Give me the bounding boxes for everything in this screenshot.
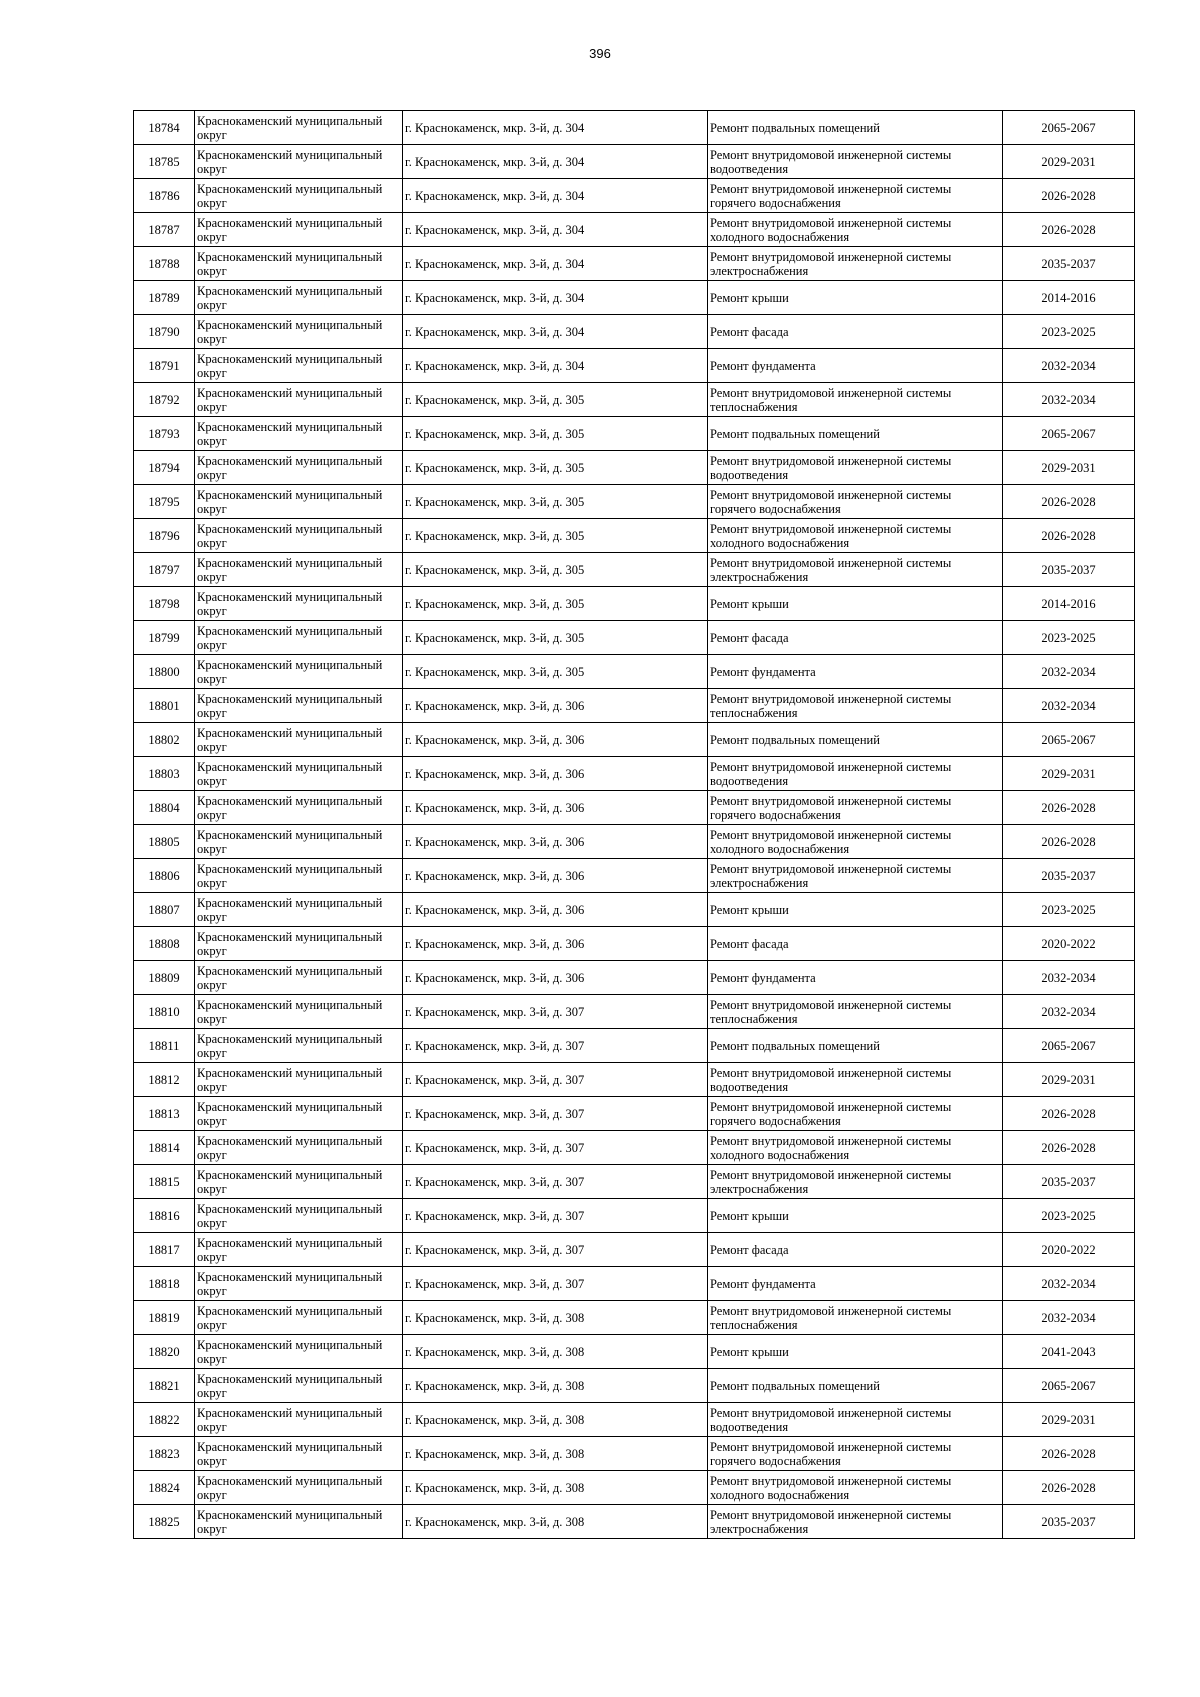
municipality-cell: Краснокаменский муниципальный округ <box>195 927 403 961</box>
period-cell: 2029-2031 <box>1003 451 1135 485</box>
period-cell: 2020-2022 <box>1003 1233 1135 1267</box>
address-cell: г. Краснокаменск, мкр. 3-й, д. 308 <box>403 1403 708 1437</box>
work-type-cell: Ремонт внутридомовой инженерной системы теплоснабжения <box>708 383 1003 417</box>
table-row <box>134 1267 1135 1301</box>
work-type-cell: Ремонт внутридомовой инженерной системы холодного водоснабжения <box>708 825 1003 859</box>
period-cell: 2029-2031 <box>1003 1063 1135 1097</box>
address-cell: г. Краснокаменск, мкр. 3-й, д. 305 <box>403 655 708 689</box>
row-number: 18799 <box>134 621 195 655</box>
period-cell: 2065-2067 <box>1003 723 1135 757</box>
municipality-cell: Краснокаменский муниципальный округ <box>195 757 403 791</box>
table-row <box>134 247 1135 281</box>
table-row <box>134 893 1135 927</box>
municipality-cell: Краснокаменский муниципальный округ <box>195 145 403 179</box>
work-type-cell: Ремонт подвальных помещений <box>708 1029 1003 1063</box>
address-cell: г. Краснокаменск, мкр. 3-й, д. 308 <box>403 1437 708 1471</box>
work-type-cell: Ремонт внутридомовой инженерной системы водоотведения <box>708 1403 1003 1437</box>
table-row <box>134 1097 1135 1131</box>
work-type-cell: Ремонт внутридомовой инженерной системы водоотведения <box>708 451 1003 485</box>
municipality-cell: Краснокаменский муниципальный округ <box>195 1403 403 1437</box>
work-type-cell: Ремонт фасада <box>708 621 1003 655</box>
row-number: 18810 <box>134 995 195 1029</box>
municipality-cell: Краснокаменский муниципальный округ <box>195 995 403 1029</box>
row-number: 18785 <box>134 145 195 179</box>
period-cell: 2023-2025 <box>1003 893 1135 927</box>
table-row <box>134 689 1135 723</box>
row-number: 18786 <box>134 179 195 213</box>
address-cell: г. Краснокаменск, мкр. 3-й, д. 305 <box>403 383 708 417</box>
work-type-cell: Ремонт фасада <box>708 1233 1003 1267</box>
address-cell: г. Краснокаменск, мкр. 3-й, д. 304 <box>403 179 708 213</box>
period-cell: 2032-2034 <box>1003 995 1135 1029</box>
table-row <box>134 825 1135 859</box>
work-type-cell: Ремонт подвальных помещений <box>708 1369 1003 1403</box>
period-cell: 2032-2034 <box>1003 1301 1135 1335</box>
address-cell: г. Краснокаменск, мкр. 3-й, д. 304 <box>403 145 708 179</box>
municipality-cell: Краснокаменский муниципальный округ <box>195 1029 403 1063</box>
table-row <box>134 1063 1135 1097</box>
municipality-cell: Краснокаменский муниципальный округ <box>195 179 403 213</box>
period-cell: 2035-2037 <box>1003 1505 1135 1539</box>
table-row <box>134 111 1135 145</box>
work-type-cell: Ремонт внутридомовой инженерной системы горячего водоснабжения <box>708 791 1003 825</box>
table-row <box>134 723 1135 757</box>
address-cell: г. Краснокаменск, мкр. 3-й, д. 305 <box>403 519 708 553</box>
table-row <box>134 587 1135 621</box>
municipality-cell: Краснокаменский муниципальный округ <box>195 349 403 383</box>
work-type-cell: Ремонт внутридомовой инженерной системы горячего водоснабжения <box>708 1097 1003 1131</box>
row-number: 18807 <box>134 893 195 927</box>
work-type-cell: Ремонт внутридомовой инженерной системы электроснабжения <box>708 247 1003 281</box>
municipality-cell: Краснокаменский муниципальный округ <box>195 315 403 349</box>
row-number: 18821 <box>134 1369 195 1403</box>
table-row <box>134 315 1135 349</box>
municipality-cell: Краснокаменский муниципальный округ <box>195 791 403 825</box>
municipality-cell: Краснокаменский муниципальный округ <box>195 383 403 417</box>
address-cell: г. Краснокаменск, мкр. 3-й, д. 307 <box>403 1029 708 1063</box>
row-number: 18804 <box>134 791 195 825</box>
municipality-cell: Краснокаменский муниципальный округ <box>195 213 403 247</box>
row-number: 18823 <box>134 1437 195 1471</box>
period-cell: 2065-2067 <box>1003 1029 1135 1063</box>
municipality-cell: Краснокаменский муниципальный округ <box>195 247 403 281</box>
table-row <box>134 485 1135 519</box>
table-row <box>134 383 1135 417</box>
work-type-cell: Ремонт внутридомовой инженерной системы холодного водоснабжения <box>708 519 1003 553</box>
address-cell: г. Краснокаменск, мкр. 3-й, д. 306 <box>403 927 708 961</box>
address-cell: г. Краснокаменск, мкр. 3-й, д. 305 <box>403 451 708 485</box>
municipality-cell: Краснокаменский муниципальный округ <box>195 485 403 519</box>
period-cell: 2035-2037 <box>1003 247 1135 281</box>
work-type-cell: Ремонт крыши <box>708 1335 1003 1369</box>
table-row <box>134 145 1135 179</box>
address-cell: г. Краснокаменск, мкр. 3-й, д. 305 <box>403 553 708 587</box>
municipality-cell: Краснокаменский муниципальный округ <box>195 859 403 893</box>
table-row <box>134 1403 1135 1437</box>
address-cell: г. Краснокаменск, мкр. 3-й, д. 306 <box>403 791 708 825</box>
register-body <box>134 111 1135 1539</box>
address-cell: г. Краснокаменск, мкр. 3-й, д. 307 <box>403 995 708 1029</box>
period-cell: 2026-2028 <box>1003 1471 1135 1505</box>
address-cell: г. Краснокаменск, мкр. 3-й, д. 308 <box>403 1301 708 1335</box>
municipality-cell: Краснокаменский муниципальный округ <box>195 1267 403 1301</box>
row-number: 18816 <box>134 1199 195 1233</box>
work-type-cell: Ремонт внутридомовой инженерной системы горячего водоснабжения <box>708 485 1003 519</box>
table-row <box>134 927 1135 961</box>
row-number: 18791 <box>134 349 195 383</box>
municipality-cell: Краснокаменский муниципальный округ <box>195 1369 403 1403</box>
register-table <box>133 110 1135 1539</box>
address-cell: г. Краснокаменск, мкр. 3-й, д. 304 <box>403 349 708 383</box>
row-number: 18808 <box>134 927 195 961</box>
address-cell: г. Краснокаменск, мкр. 3-й, д. 308 <box>403 1369 708 1403</box>
row-number: 18818 <box>134 1267 195 1301</box>
row-number: 18805 <box>134 825 195 859</box>
row-number: 18802 <box>134 723 195 757</box>
table-row <box>134 757 1135 791</box>
table-row <box>134 179 1135 213</box>
row-number: 18822 <box>134 1403 195 1437</box>
period-cell: 2065-2067 <box>1003 417 1135 451</box>
row-number: 18812 <box>134 1063 195 1097</box>
municipality-cell: Краснокаменский муниципальный округ <box>195 621 403 655</box>
period-cell: 2026-2028 <box>1003 1097 1135 1131</box>
work-type-cell: Ремонт фундамента <box>708 961 1003 995</box>
period-cell: 2026-2028 <box>1003 825 1135 859</box>
table-row <box>134 655 1135 689</box>
municipality-cell: Краснокаменский муниципальный округ <box>195 1063 403 1097</box>
table-row <box>134 1471 1135 1505</box>
row-number: 18824 <box>134 1471 195 1505</box>
address-cell: г. Краснокаменск, мкр. 3-й, д. 308 <box>403 1505 708 1539</box>
row-number: 18793 <box>134 417 195 451</box>
period-cell: 2026-2028 <box>1003 1131 1135 1165</box>
period-cell: 2032-2034 <box>1003 1267 1135 1301</box>
municipality-cell: Краснокаменский муниципальный округ <box>195 1097 403 1131</box>
period-cell: 2026-2028 <box>1003 179 1135 213</box>
table-row <box>134 417 1135 451</box>
period-cell: 2026-2028 <box>1003 1437 1135 1471</box>
work-type-cell: Ремонт внутридомовой инженерной системы электроснабжения <box>708 859 1003 893</box>
row-number: 18787 <box>134 213 195 247</box>
table-row <box>134 451 1135 485</box>
work-type-cell: Ремонт подвальных помещений <box>708 111 1003 145</box>
period-cell: 2026-2028 <box>1003 519 1135 553</box>
period-cell: 2032-2034 <box>1003 349 1135 383</box>
work-type-cell: Ремонт подвальных помещений <box>708 417 1003 451</box>
table-row <box>134 1233 1135 1267</box>
address-cell: г. Краснокаменск, мкр. 3-й, д. 306 <box>403 757 708 791</box>
municipality-cell: Краснокаменский муниципальный округ <box>195 519 403 553</box>
row-number: 18788 <box>134 247 195 281</box>
address-cell: г. Краснокаменск, мкр. 3-й, д. 307 <box>403 1063 708 1097</box>
address-cell: г. Краснокаменск, мкр. 3-й, д. 305 <box>403 417 708 451</box>
municipality-cell: Краснокаменский муниципальный округ <box>195 689 403 723</box>
municipality-cell: Краснокаменский муниципальный округ <box>195 1437 403 1471</box>
address-cell: г. Краснокаменск, мкр. 3-й, д. 306 <box>403 689 708 723</box>
address-cell: г. Краснокаменск, мкр. 3-й, д. 304 <box>403 281 708 315</box>
row-number: 18814 <box>134 1131 195 1165</box>
table-row <box>134 1335 1135 1369</box>
municipality-cell: Краснокаменский муниципальный округ <box>195 1335 403 1369</box>
work-type-cell: Ремонт внутридомовой инженерной системы водоотведения <box>708 145 1003 179</box>
work-type-cell: Ремонт крыши <box>708 893 1003 927</box>
address-cell: г. Краснокаменск, мкр. 3-й, д. 305 <box>403 621 708 655</box>
work-type-cell: Ремонт фундамента <box>708 1267 1003 1301</box>
address-cell: г. Краснокаменск, мкр. 3-й, д. 304 <box>403 213 708 247</box>
row-number: 18819 <box>134 1301 195 1335</box>
address-cell: г. Краснокаменск, мкр. 3-й, д. 307 <box>403 1131 708 1165</box>
table-row <box>134 859 1135 893</box>
address-cell: г. Краснокаменск, мкр. 3-й, д. 304 <box>403 315 708 349</box>
table-row <box>134 349 1135 383</box>
table-row <box>134 1301 1135 1335</box>
period-cell: 2035-2037 <box>1003 553 1135 587</box>
period-cell: 2014-2016 <box>1003 587 1135 621</box>
row-number: 18817 <box>134 1233 195 1267</box>
address-cell: г. Краснокаменск, мкр. 3-й, д. 308 <box>403 1335 708 1369</box>
municipality-cell: Краснокаменский муниципальный округ <box>195 723 403 757</box>
work-type-cell: Ремонт фундамента <box>708 655 1003 689</box>
row-number: 18800 <box>134 655 195 689</box>
municipality-cell: Краснокаменский муниципальный округ <box>195 587 403 621</box>
period-cell: 2032-2034 <box>1003 655 1135 689</box>
address-cell: г. Краснокаменск, мкр. 3-й, д. 307 <box>403 1097 708 1131</box>
work-type-cell: Ремонт внутридомовой инженерной системы электроснабжения <box>708 1165 1003 1199</box>
municipality-cell: Краснокаменский муниципальный округ <box>195 825 403 859</box>
address-cell: г. Краснокаменск, мкр. 3-й, д. 305 <box>403 485 708 519</box>
address-cell: г. Краснокаменск, мкр. 3-й, д. 306 <box>403 825 708 859</box>
work-type-cell: Ремонт крыши <box>708 1199 1003 1233</box>
municipality-cell: Краснокаменский муниципальный округ <box>195 1165 403 1199</box>
period-cell: 2023-2025 <box>1003 1199 1135 1233</box>
table-row <box>134 1437 1135 1471</box>
municipality-cell: Краснокаменский муниципальный округ <box>195 1199 403 1233</box>
work-type-cell: Ремонт внутридомовой инженерной системы теплоснабжения <box>708 995 1003 1029</box>
work-type-cell: Ремонт внутридомовой инженерной системы теплоснабжения <box>708 689 1003 723</box>
period-cell: 2029-2031 <box>1003 1403 1135 1437</box>
work-type-cell: Ремонт внутридомовой инженерной системы холодного водоснабжения <box>708 213 1003 247</box>
work-type-cell: Ремонт фундамента <box>708 349 1003 383</box>
row-number: 18806 <box>134 859 195 893</box>
row-number: 18825 <box>134 1505 195 1539</box>
work-type-cell: Ремонт крыши <box>708 587 1003 621</box>
work-type-cell: Ремонт внутридомовой инженерной системы холодного водоснабжения <box>708 1471 1003 1505</box>
row-number: 18794 <box>134 451 195 485</box>
period-cell: 2035-2037 <box>1003 859 1135 893</box>
row-number: 18809 <box>134 961 195 995</box>
period-cell: 2023-2025 <box>1003 621 1135 655</box>
municipality-cell: Краснокаменский муниципальный округ <box>195 1233 403 1267</box>
row-number: 18803 <box>134 757 195 791</box>
table-row <box>134 1131 1135 1165</box>
work-type-cell: Ремонт фасада <box>708 315 1003 349</box>
row-number: 18815 <box>134 1165 195 1199</box>
period-cell: 2026-2028 <box>1003 791 1135 825</box>
row-number: 18801 <box>134 689 195 723</box>
municipality-cell: Краснокаменский муниципальный округ <box>195 1505 403 1539</box>
municipality-cell: Краснокаменский муниципальный округ <box>195 893 403 927</box>
period-cell: 2032-2034 <box>1003 689 1135 723</box>
period-cell: 2029-2031 <box>1003 757 1135 791</box>
period-cell: 2026-2028 <box>1003 213 1135 247</box>
period-cell: 2065-2067 <box>1003 111 1135 145</box>
table-row <box>134 1165 1135 1199</box>
row-number: 18798 <box>134 587 195 621</box>
row-number: 18811 <box>134 1029 195 1063</box>
work-type-cell: Ремонт внутридомовой инженерной системы холодного водоснабжения <box>708 1131 1003 1165</box>
row-number: 18789 <box>134 281 195 315</box>
address-cell: г. Краснокаменск, мкр. 3-й, д. 307 <box>403 1199 708 1233</box>
row-number: 18797 <box>134 553 195 587</box>
table-row <box>134 1505 1135 1539</box>
work-type-cell: Ремонт крыши <box>708 281 1003 315</box>
period-cell: 2026-2028 <box>1003 485 1135 519</box>
work-type-cell: Ремонт внутридомовой инженерной системы электроснабжения <box>708 553 1003 587</box>
table-row <box>134 1029 1135 1063</box>
municipality-cell: Краснокаменский муниципальный округ <box>195 451 403 485</box>
address-cell: г. Краснокаменск, мкр. 3-й, д. 306 <box>403 961 708 995</box>
row-number: 18813 <box>134 1097 195 1131</box>
municipality-cell: Краснокаменский муниципальный округ <box>195 553 403 587</box>
row-number: 18784 <box>134 111 195 145</box>
work-type-cell: Ремонт внутридомовой инженерной системы горячего водоснабжения <box>708 1437 1003 1471</box>
page-number: 396 <box>589 46 611 61</box>
table-row <box>134 791 1135 825</box>
table-row <box>134 1199 1135 1233</box>
work-type-cell: Ремонт внутридомовой инженерной системы водоотведения <box>708 1063 1003 1097</box>
period-cell: 2032-2034 <box>1003 383 1135 417</box>
row-number: 18790 <box>134 315 195 349</box>
row-number: 18792 <box>134 383 195 417</box>
row-number: 18820 <box>134 1335 195 1369</box>
work-type-cell: Ремонт подвальных помещений <box>708 723 1003 757</box>
work-type-cell: Ремонт фасада <box>708 927 1003 961</box>
table-row <box>134 621 1135 655</box>
table-row <box>134 995 1135 1029</box>
table-row <box>134 961 1135 995</box>
municipality-cell: Краснокаменский муниципальный округ <box>195 281 403 315</box>
address-cell: г. Краснокаменск, мкр. 3-й, д. 307 <box>403 1165 708 1199</box>
table-row <box>134 553 1135 587</box>
municipality-cell: Краснокаменский муниципальный округ <box>195 655 403 689</box>
work-type-cell: Ремонт внутридомовой инженерной системы электроснабжения <box>708 1505 1003 1539</box>
address-cell: г. Краснокаменск, мкр. 3-й, д. 304 <box>403 111 708 145</box>
address-cell: г. Краснокаменск, мкр. 3-й, д. 306 <box>403 723 708 757</box>
period-cell: 2023-2025 <box>1003 315 1135 349</box>
municipality-cell: Краснокаменский муниципальный округ <box>195 417 403 451</box>
period-cell: 2041-2043 <box>1003 1335 1135 1369</box>
address-cell: г. Краснокаменск, мкр. 3-й, д. 307 <box>403 1233 708 1267</box>
address-cell: г. Краснокаменск, мкр. 3-й, д. 308 <box>403 1471 708 1505</box>
table-row <box>134 519 1135 553</box>
period-cell: 2035-2037 <box>1003 1165 1135 1199</box>
municipality-cell: Краснокаменский муниципальный округ <box>195 111 403 145</box>
table-row <box>134 1369 1135 1403</box>
municipality-cell: Краснокаменский муниципальный округ <box>195 1301 403 1335</box>
table-row <box>134 213 1135 247</box>
work-type-cell: Ремонт внутридомовой инженерной системы водоотведения <box>708 757 1003 791</box>
period-cell: 2020-2022 <box>1003 927 1135 961</box>
municipality-cell: Краснокаменский муниципальный округ <box>195 1131 403 1165</box>
work-type-cell: Ремонт внутридомовой инженерной системы теплоснабжения <box>708 1301 1003 1335</box>
period-cell: 2032-2034 <box>1003 961 1135 995</box>
row-number: 18795 <box>134 485 195 519</box>
address-cell: г. Краснокаменск, мкр. 3-й, д. 304 <box>403 247 708 281</box>
period-cell: 2014-2016 <box>1003 281 1135 315</box>
work-type-cell: Ремонт внутридомовой инженерной системы горячего водоснабжения <box>708 179 1003 213</box>
row-number: 18796 <box>134 519 195 553</box>
period-cell: 2065-2067 <box>1003 1369 1135 1403</box>
table-row <box>134 281 1135 315</box>
address-cell: г. Краснокаменск, мкр. 3-й, д. 307 <box>403 1267 708 1301</box>
address-cell: г. Краснокаменск, мкр. 3-й, д. 306 <box>403 893 708 927</box>
municipality-cell: Краснокаменский муниципальный округ <box>195 961 403 995</box>
address-cell: г. Краснокаменск, мкр. 3-й, д. 305 <box>403 587 708 621</box>
municipality-cell: Краснокаменский муниципальный округ <box>195 1471 403 1505</box>
address-cell: г. Краснокаменск, мкр. 3-й, д. 306 <box>403 859 708 893</box>
period-cell: 2029-2031 <box>1003 145 1135 179</box>
